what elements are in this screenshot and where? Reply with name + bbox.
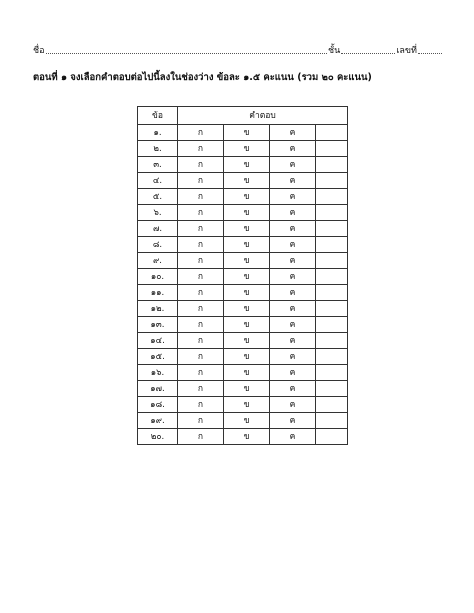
choice-option[interactable]: ข [224,285,270,301]
choice-option[interactable]: ก [178,253,224,269]
question-number: ๗. [138,221,178,237]
question-number: ๑๘. [138,397,178,413]
choice-option[interactable]: ก [178,125,224,141]
question-number: ๑๔. [138,333,178,349]
table-row [138,301,348,317]
choice-option[interactable]: ค [270,285,316,301]
question-number: ๖. [138,205,178,221]
choice-option[interactable]: ค [270,301,316,317]
choice-option[interactable]: ข [224,157,270,173]
choice-option[interactable]: ข [224,253,270,269]
choice-option[interactable]: ข [224,397,270,413]
choice-option[interactable]: ก [178,413,224,429]
answer-blank-cell[interactable] [316,365,348,381]
choice-option[interactable]: ค [270,349,316,365]
answer-blank-cell[interactable] [316,285,348,301]
choice-option[interactable]: ก [178,397,224,413]
choice-option[interactable]: ค [270,429,316,445]
answer-column-header: คำตอบ [178,107,348,125]
question-number: ๔. [138,173,178,189]
question-number: ๑๑. [138,285,178,301]
choice-option[interactable]: ข [224,317,270,333]
question-number: ๓. [138,157,178,173]
answer-blank-cell[interactable] [316,397,348,413]
table-row [138,365,348,381]
table-row [138,413,348,429]
choice-option[interactable]: ข [224,333,270,349]
table-row [138,349,348,365]
choice-option[interactable]: ก [178,365,224,381]
answer-blank-cell[interactable] [316,317,348,333]
choice-option[interactable]: ก [178,141,224,157]
question-number: ๑๒. [138,301,178,317]
question-number: ๑๓. [138,317,178,333]
choice-option[interactable]: ค [270,269,316,285]
answer-blank-cell[interactable] [316,413,348,429]
table-row [138,285,348,301]
choice-option[interactable]: ก [178,333,224,349]
answer-blank-cell[interactable] [316,429,348,445]
question-number: ๑๙. [138,413,178,429]
table-row [138,397,348,413]
choice-option[interactable]: ก [178,205,224,221]
question-number: ๕. [138,189,178,205]
choice-option[interactable]: ข [224,237,270,253]
table-row [138,157,348,173]
choice-option[interactable]: ค [270,141,316,157]
choice-option[interactable]: ค [270,397,316,413]
choice-option[interactable]: ข [224,189,270,205]
answer-blank-cell[interactable] [316,141,348,157]
name-label: ชื่อ [33,46,45,56]
choice-option[interactable]: ก [178,269,224,285]
choice-option[interactable]: ก [178,173,224,189]
answer-blank-cell[interactable] [316,205,348,221]
choice-option[interactable]: ข [224,381,270,397]
number-column-header: ข้อ [138,107,178,125]
answer-blank-cell[interactable] [316,237,348,253]
answer-table [137,106,348,445]
choice-option[interactable]: ค [270,157,316,173]
question-number: ๒๐. [138,429,178,445]
answer-blank-cell[interactable] [316,349,348,365]
choice-option[interactable]: ข [224,173,270,189]
answer-blank-cell[interactable] [316,381,348,397]
choice-option[interactable]: ค [270,189,316,205]
choice-option[interactable]: ก [178,349,224,365]
answer-blank-cell[interactable] [316,253,348,269]
choice-option[interactable]: ข [224,221,270,237]
choice-option[interactable]: ข [224,365,270,381]
question-number: ๑๐. [138,269,178,285]
answer-blank-cell[interactable] [316,173,348,189]
answer-blank-cell[interactable] [316,157,348,173]
choice-option[interactable]: ข [224,269,270,285]
choice-option[interactable]: ก [178,301,224,317]
table-row [138,333,348,349]
choice-option[interactable]: ก [178,285,224,301]
table-row [138,221,348,237]
table-row [138,269,348,285]
question-number: ๙. [138,253,178,269]
choice-option[interactable]: ค [270,253,316,269]
table-header-row [138,107,348,125]
choice-option[interactable]: ค [270,205,316,221]
answer-blank-cell[interactable] [316,301,348,317]
choice-option[interactable]: ค [270,365,316,381]
table-row [138,317,348,333]
question-number: ๑๕. [138,349,178,365]
table-row [138,237,348,253]
choice-option[interactable]: ข [224,301,270,317]
table-row [138,429,348,445]
choice-option[interactable]: ก [178,237,224,253]
answer-blank-cell[interactable] [316,333,348,349]
choice-option[interactable]: ข [224,141,270,157]
choice-option[interactable]: ข [224,125,270,141]
question-number: ๑๖. [138,365,178,381]
question-number: ๒. [138,141,178,157]
table-row [138,253,348,269]
choice-option[interactable]: ก [178,189,224,205]
choice-option[interactable]: ข [224,413,270,429]
choice-option[interactable]: ค [270,381,316,397]
class-blank[interactable] [341,52,395,54]
student-info-line [33,42,443,56]
number-label: เลขที่ [396,46,417,56]
question-number: ๑. [138,125,178,141]
choice-option[interactable]: ก [178,381,224,397]
choice-option[interactable]: ก [178,221,224,237]
choice-option[interactable]: ค [270,125,316,141]
answer-rows [138,125,348,445]
question-number: ๘. [138,237,178,253]
choice-option[interactable]: ค [270,333,316,349]
choice-option[interactable]: ค [270,317,316,333]
choice-option[interactable]: ก [178,429,224,445]
choice-option[interactable]: ข [224,205,270,221]
instruction-text: ตอนที่ ๑ จงเลือกคำตอบต่อไปนี้ลงในช่องว่าง ข้อละ ๑.๕ คะแนน (รวม ๒๐ คะแนน) [33,72,372,83]
choice-option[interactable]: ค [270,173,316,189]
table-row [138,173,348,189]
table-row [138,189,348,205]
table-row [138,125,348,141]
choice-option[interactable]: ก [178,317,224,333]
table-row [138,381,348,397]
choice-option[interactable]: ค [270,413,316,429]
choice-option[interactable]: ค [270,237,316,253]
answer-blank-cell[interactable] [316,269,348,285]
choice-option[interactable]: ข [224,429,270,445]
choice-option[interactable]: ค [270,221,316,237]
table-row [138,205,348,221]
choice-option[interactable]: ก [178,157,224,173]
answer-blank-cell[interactable] [316,125,348,141]
name-blank[interactable] [46,52,328,54]
question-number: ๑๗. [138,381,178,397]
class-label: ชั้น [328,46,341,56]
number-blank[interactable] [418,52,442,54]
table-row [138,141,348,157]
answer-blank-cell[interactable] [316,189,348,205]
choice-option[interactable]: ข [224,349,270,365]
answer-blank-cell[interactable] [316,221,348,237]
